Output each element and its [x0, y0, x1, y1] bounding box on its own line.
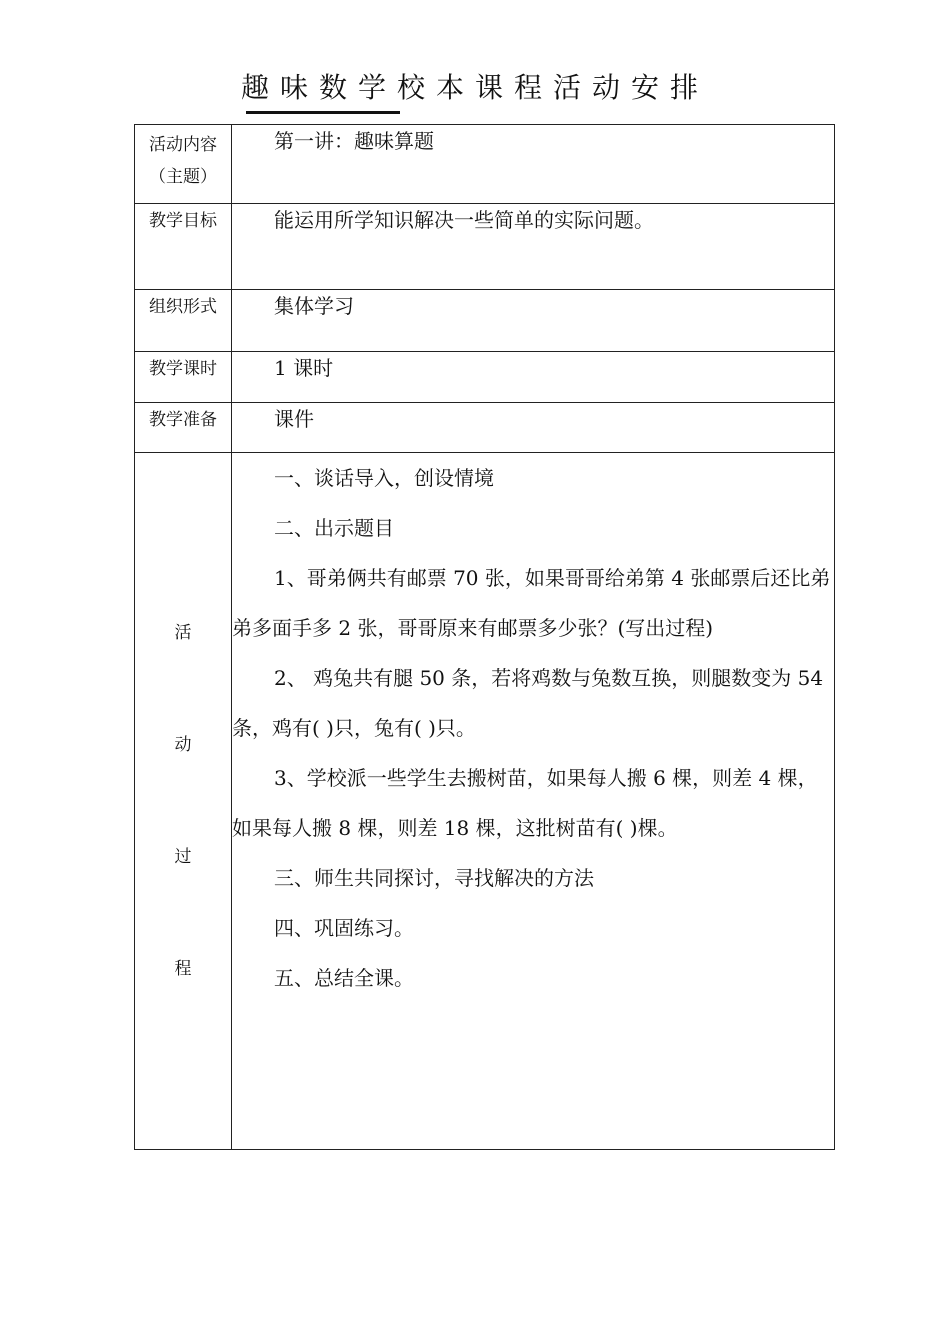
- process-label-char-3: 过: [174, 847, 192, 867]
- row-hours: [135, 352, 835, 403]
- topic-label-line2: （主题）: [149, 167, 217, 187]
- process-label-char-4: 程: [174, 959, 192, 979]
- step-summary: 五、总结全课。: [274, 966, 414, 990]
- hours-value: 1 课时: [274, 356, 334, 380]
- step-practice: 四、巩固练习。: [274, 916, 414, 940]
- step-show-questions: 二、出示题目: [274, 516, 394, 540]
- form-value: 集体学习: [274, 294, 354, 318]
- topic-label-cell: [135, 125, 232, 204]
- goal-value: 能运用所学知识解决一些简单的实际问题。: [274, 208, 654, 232]
- step-discussion: 三、师生共同探讨，寻找解决的方法: [274, 866, 594, 890]
- topic-label-line1: 活动内容: [149, 135, 217, 155]
- topic-value: 第一讲：趣味算题: [274, 129, 434, 153]
- question-2: 2、 鸡兔共有腿 50 条，若将鸡数与兔数互换，则腿数变为 54 条，鸡有( )只，兔有( )只。: [232, 666, 824, 740]
- step-intro: 一、谈话导入，创设情境: [274, 466, 494, 490]
- hours-value-cell: [232, 352, 835, 403]
- row-prep: [135, 403, 835, 453]
- prep-value-cell: [232, 403, 835, 453]
- row-topic: [135, 125, 835, 204]
- form-label: 组织形式: [135, 290, 232, 352]
- goal-value-cell: [232, 204, 835, 290]
- row-process: [135, 453, 835, 1150]
- process-label-cell: [135, 453, 232, 1150]
- question-1: 1、哥弟俩共有邮票 70 张，如果哥哥给弟第 4 张邮票后还比弟弟多面手多 2 张，哥哥原来有邮票多少张？(写出过程): [232, 566, 831, 640]
- hours-label: 教学课时: [135, 352, 232, 403]
- goal-label: 教学目标: [135, 204, 232, 290]
- row-goal: [135, 204, 835, 290]
- prep-label: 教学准备: [135, 403, 232, 453]
- question-3: 3、学校派一些学生去搬树苗，如果每人搬 6 棵，则差 4 棵，如果每人搬 8 棵，则差 18 棵，这批树苗有( )棵。: [232, 766, 818, 840]
- activity-plan-table: [134, 124, 835, 1150]
- form-value-cell: [232, 290, 835, 352]
- process-content-cell: [232, 453, 835, 1150]
- process-label-char-1: 活: [174, 623, 192, 643]
- topic-value-cell: [232, 125, 835, 204]
- row-form: [135, 290, 835, 352]
- title-underline: [246, 111, 400, 114]
- page-title: 趣味数学校本课程活动安排: [240, 71, 709, 104]
- process-label-char-2: 动: [174, 735, 192, 755]
- prep-value: 课件: [274, 407, 314, 431]
